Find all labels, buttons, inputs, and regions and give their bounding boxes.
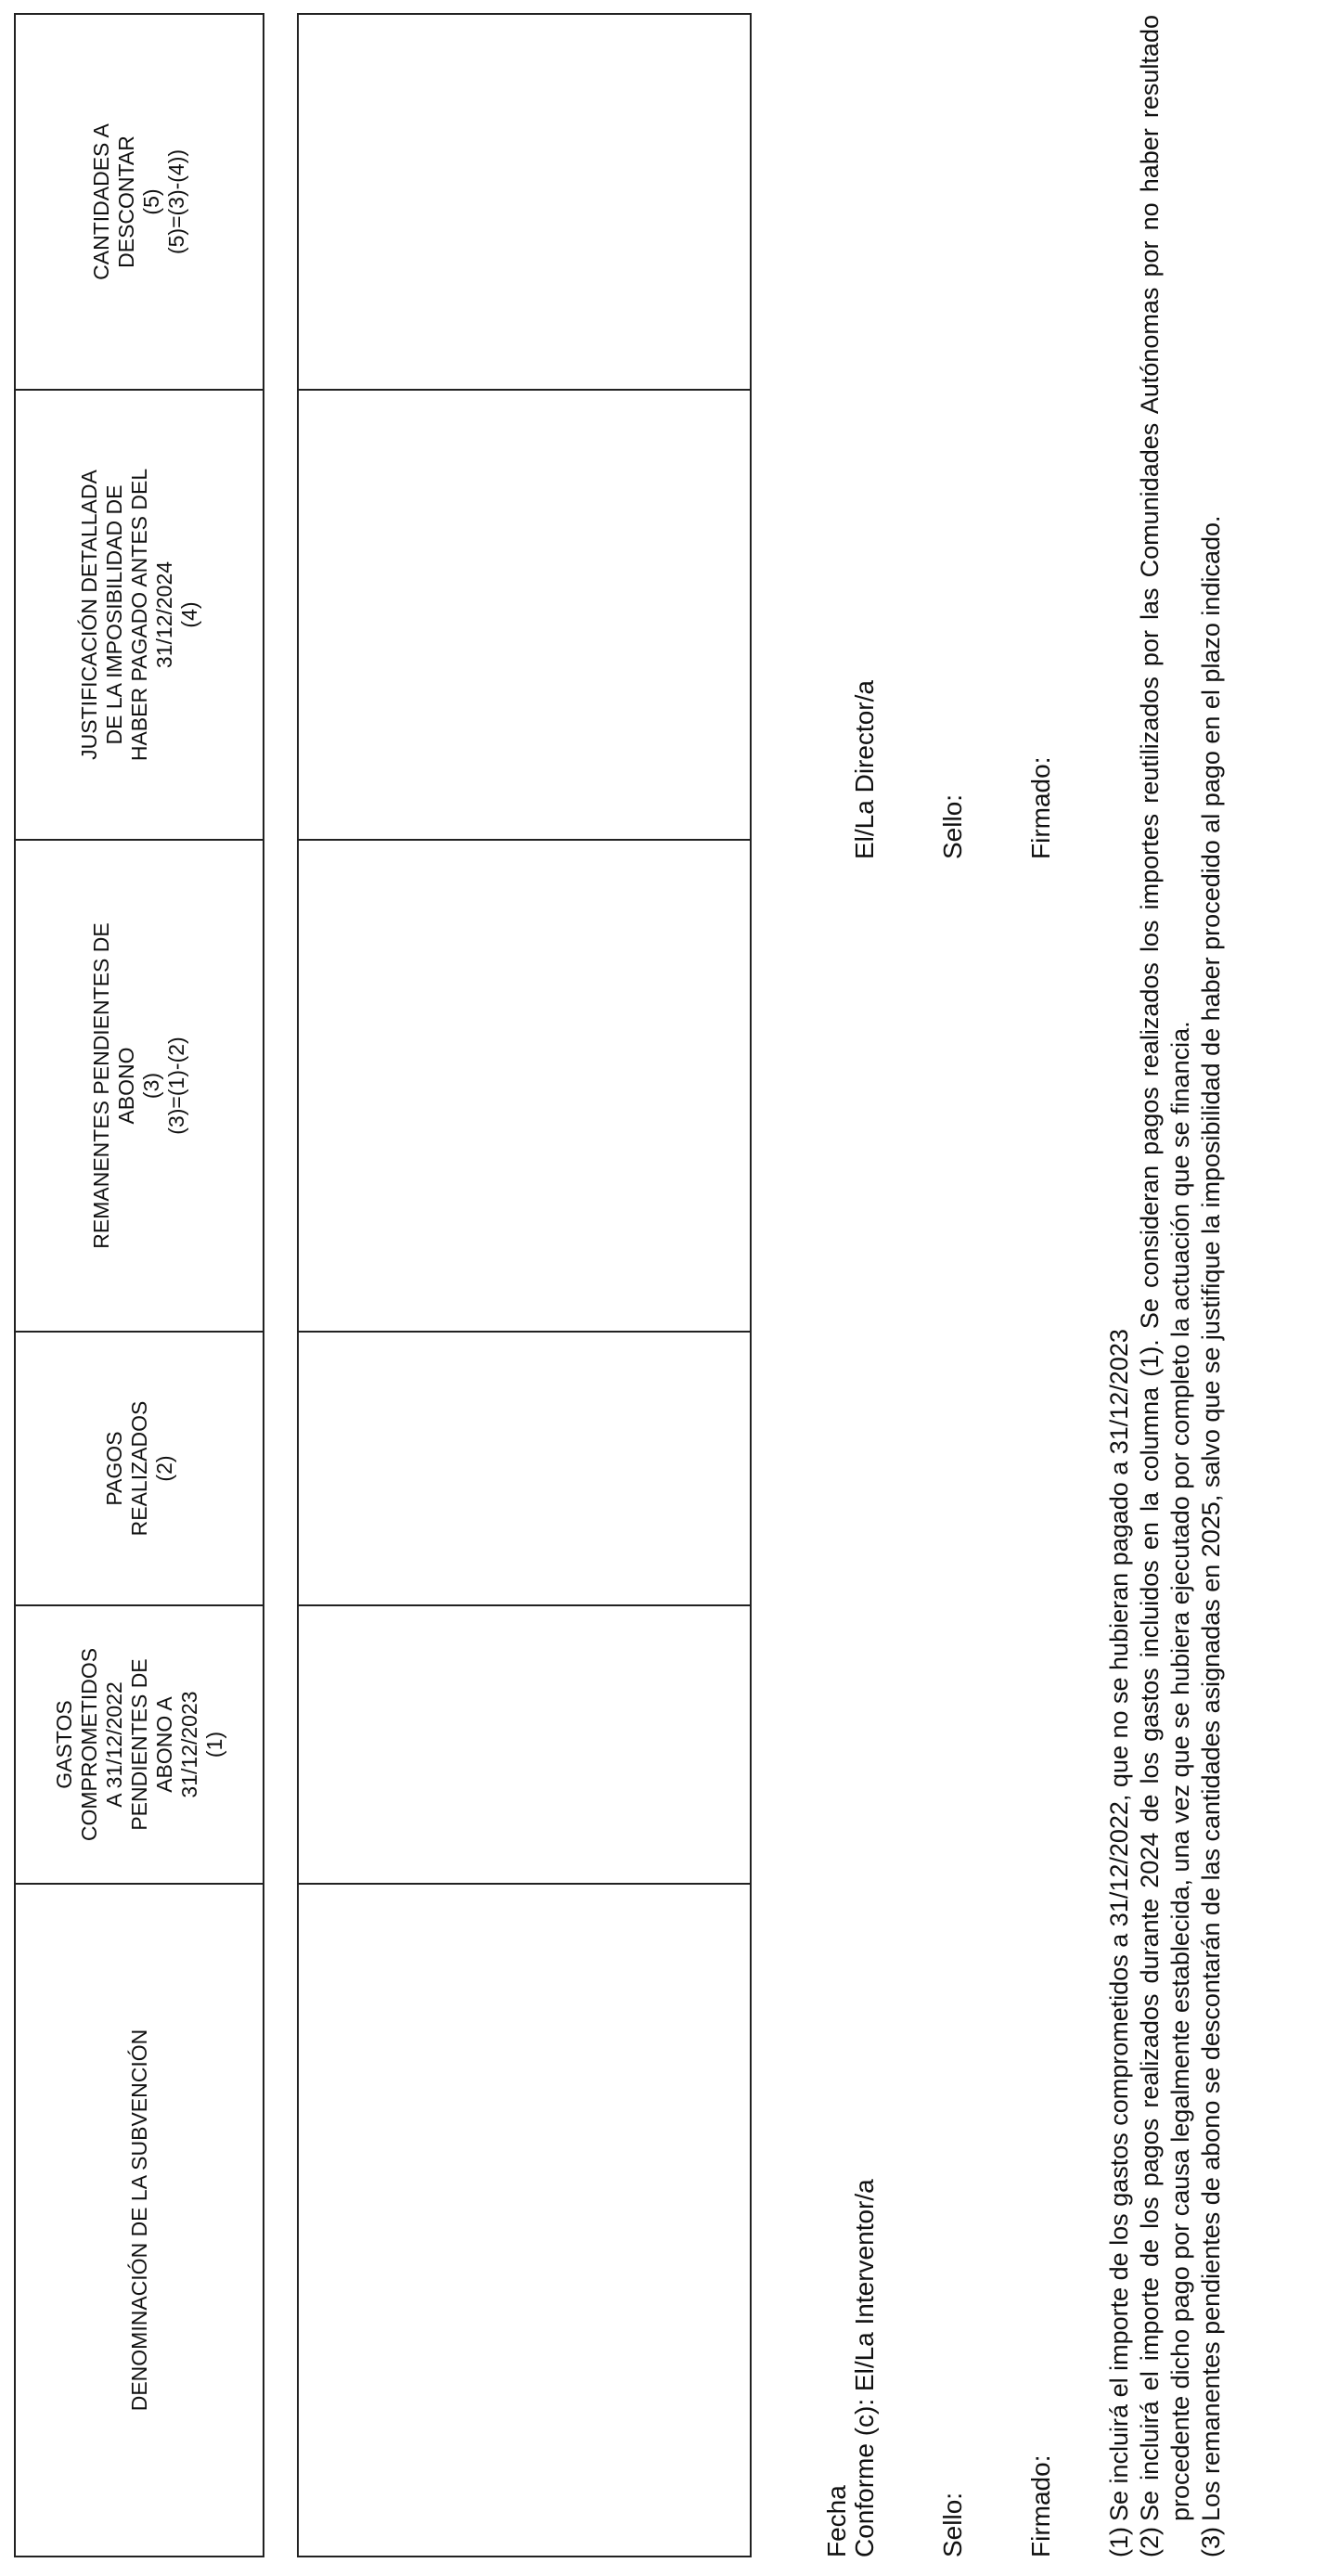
- cell-gastos-comprometidos[interactable]: [298, 1605, 751, 1884]
- firmado-left-label: Firmado:: [1026, 2454, 1055, 2557]
- cell-denominacion[interactable]: [298, 1884, 751, 2557]
- cell-remanentes[interactable]: [298, 840, 751, 1332]
- table-header: [14, 13, 264, 2557]
- sello-left-label: Sello:: [938, 2492, 967, 2557]
- header-justificacion: JUSTIFICACIÓN DETALLADA DE LA IMPOSIBILIDAD DE HABER PAGADO ANTES DEL 31/12/2024 (4): [15, 390, 264, 840]
- director-label: El/La Director/a: [850, 680, 879, 859]
- firmado-right-label: Firmado:: [1026, 756, 1055, 859]
- footnote-1: (1) Se incluirá el importe de los gastos comprometidos a 31/12/2022, que no se hubieran pagado a 31/12/2023: [1105, 1329, 1133, 2557]
- table-body: [297, 13, 752, 2557]
- footnote-2: (2) Se incluirá el importe de los pagos realizados durante 2024 de los gastos incluidos en la columna (1). Se consideran pagos realizados los importes reutilizados por las Comunidades Autónomas por no haber resultado procedente dicho pago por causa legalmente establecida, una vez que se hubiera ejecutado por completo la actuación que se financia.: [1136, 15, 1194, 2557]
- header-row: [15, 14, 264, 2557]
- cell-pagos-realizados[interactable]: [298, 1332, 751, 1605]
- header-cantidades-a-descontar: CANTIDADES A DESCONTAR (5) (5)=(3)-(4)): [15, 14, 264, 390]
- footnote-3: (3) Los remanentes pendientes de abono se descontarán de las cantidades asignadas en 2025, salvo que se justifique la imposibilidad de haber procedido al pago en el plazo indicado.: [1197, 515, 1225, 2557]
- fecha-label: Fecha: [822, 2485, 851, 2557]
- footnotes: [1104, 15, 1227, 2557]
- cell-justificacion[interactable]: [298, 390, 751, 840]
- sello-right-label: Sello:: [938, 793, 967, 859]
- table-row: [298, 14, 751, 2557]
- header-remanentes: REMANENTES PENDIENTES DE ABONO (3) (3)=(1)-(2): [15, 840, 264, 1332]
- header-gastos-comprometidos: GASTOS COMPROMETIDOS A 31/12/2022 PENDIENTES DE ABONO A 31/12/2023 (1): [15, 1605, 264, 1884]
- conforme-interventor-label: Conforme (c): El/La Interventor/a: [850, 2179, 879, 2557]
- header-denominacion: DENOMINACIÓN DE LA SUBVENCIÓN: [15, 1884, 264, 2557]
- cell-cantidades-a-descontar[interactable]: [298, 14, 751, 390]
- header-pagos-realizados: PAGOS REALIZADOS (2): [15, 1332, 264, 1605]
